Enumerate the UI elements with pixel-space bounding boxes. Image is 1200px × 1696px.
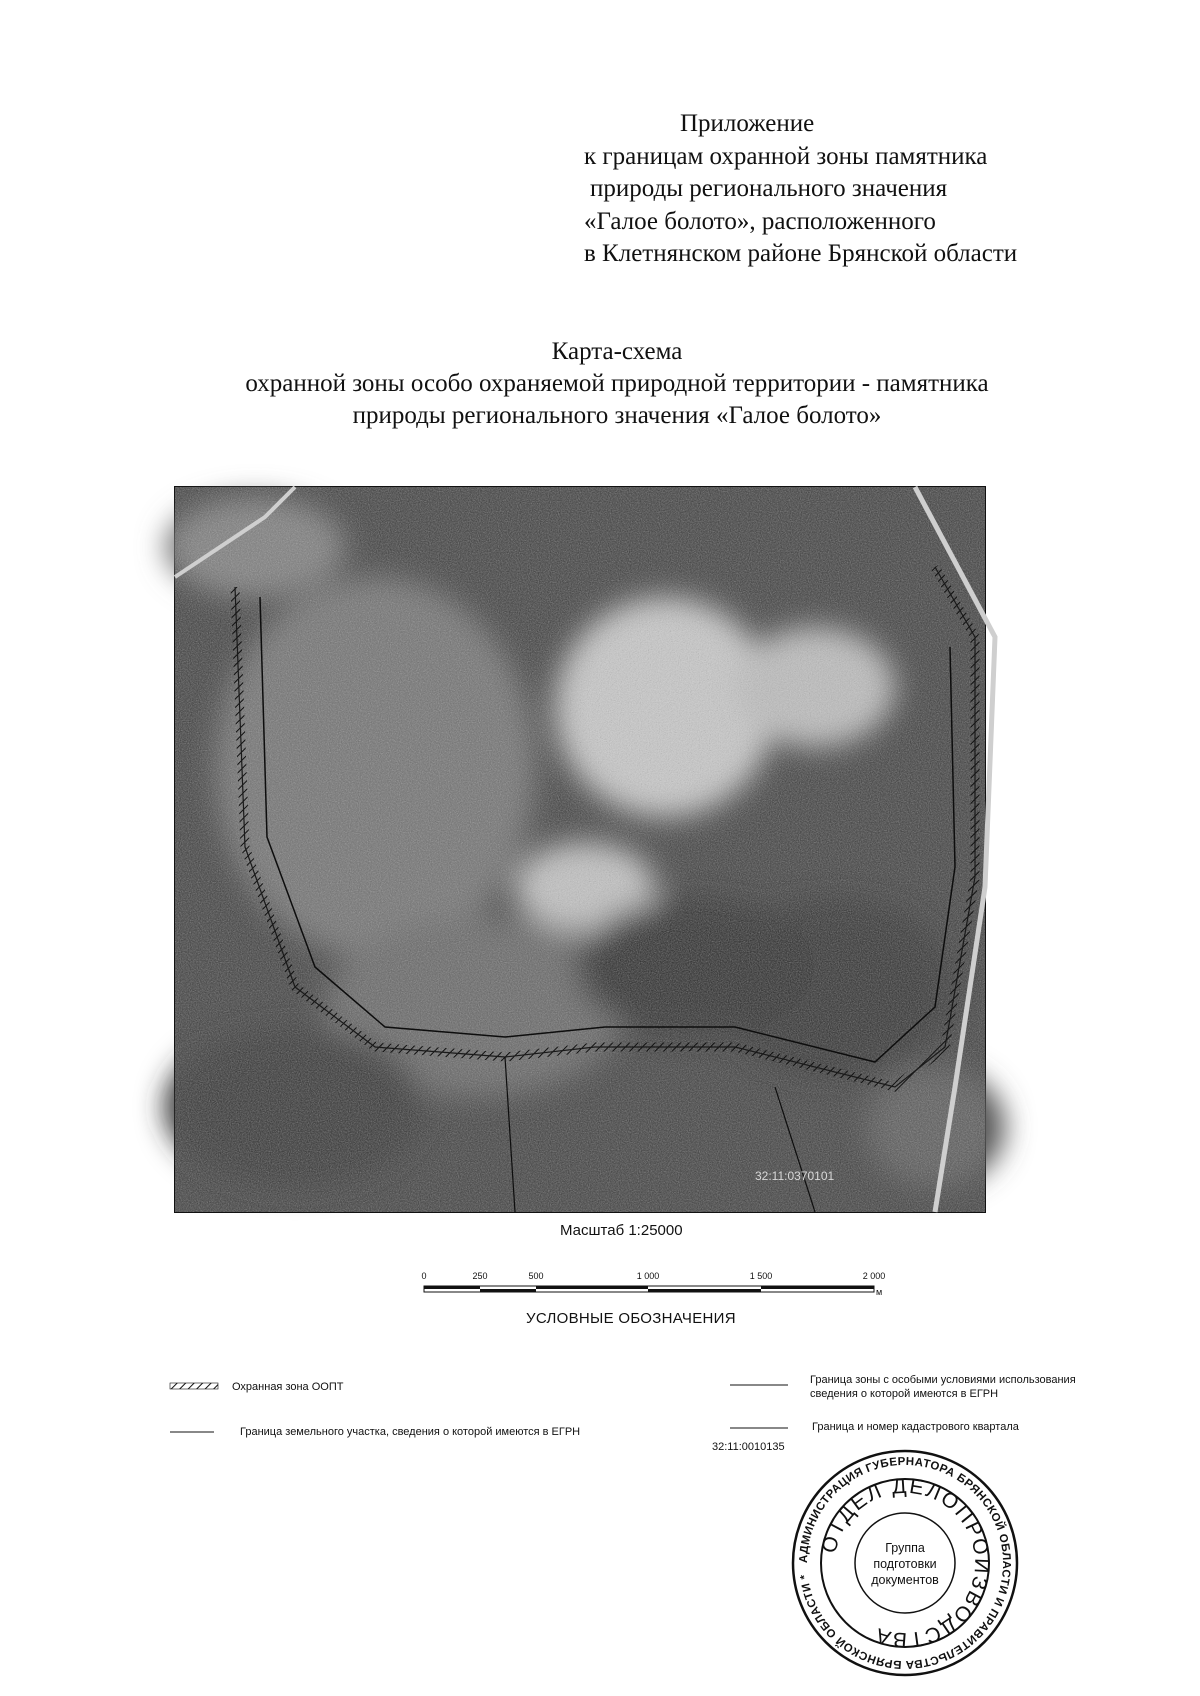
svg-text:Группа: Группа [885, 1541, 925, 1555]
legend-item-cadastral-quarter: Граница и номер кадастрового квартала [812, 1421, 1019, 1433]
scale-bar [410, 1266, 886, 1306]
appendix-header [584, 108, 1144, 271]
legend-item-protection-zone: Охранная зона ООПТ [232, 1381, 344, 1393]
svg-text:документов: документов [871, 1573, 939, 1587]
scale-caption: Масштаб 1:25000 [560, 1222, 683, 1239]
map-scheme [174, 486, 986, 1213]
scale-unit: м [876, 1287, 883, 1297]
title-line: природы регионального значения «Галое болото» [352, 402, 882, 429]
legend-item-special-zone: Граница зоны с особыми условиями использования сведения о которой имеются в ЕГРН [810, 1374, 1076, 1400]
svg-text:подготовки: подготовки [873, 1557, 937, 1571]
legend-title: УСЛОВНЫЕ ОБОЗНАЧЕНИЯ [526, 1310, 736, 1327]
cadastral-quarter-sample-number: 32:11:0010135 [712, 1441, 785, 1453]
svg-text:ОТДЕЛ ДЕЛОПРОИЗВОДСТВА: ОТДЕЛ ДЕЛОПРОИЗВОДСТВА [817, 1474, 994, 1652]
appendix-line: «Галое болото», расположенного [584, 207, 936, 235]
title-line: охранной зоны особо охраняемой природной территории - памятника [245, 370, 989, 397]
appendix-line: природы регионального значения [590, 175, 948, 202]
title-line: Карта-схема [551, 338, 683, 365]
document-title [160, 336, 1074, 432]
official-stamp [790, 1448, 1020, 1678]
legend-item-land-parcel: Граница земельного участка, сведения о которой имеются в ЕГРН [240, 1426, 581, 1438]
appendix-line: Приложение [680, 110, 815, 137]
land-parcel-symbol [170, 1430, 214, 1434]
cadastral-quarter-symbol [730, 1426, 788, 1430]
scale-tick-label: 1 000 [636, 1271, 660, 1281]
scale-tick-label: 0 [421, 1271, 427, 1281]
appendix-line: в Клетнянском районе Брянской области [584, 240, 1018, 267]
cadastral-number-label: 32:11:0370101 [755, 1169, 835, 1183]
scale-tick-label: 250 [472, 1271, 488, 1281]
scale-tick-label: 2 000 [862, 1271, 886, 1281]
satellite-image [175, 487, 985, 1212]
appendix-line: к границам охранной зоны памятника [584, 142, 988, 170]
protection-zone-symbol [170, 1381, 218, 1391]
scale-tick-label: 500 [528, 1271, 544, 1281]
svg-text:АДМИНИСТРАЦИЯ ГУБЕРНАТОРА БРЯН: АДМИНИСТРАЦИЯ ГУБЕРНАТОРА БРЯНСКОЙ ОБЛАСТИ И ПРАВИТЕЛЬСТВА БРЯНСКОЙ ОБЛАСТИ * [797, 1455, 1013, 1671]
scale-tick-label: 1 500 [749, 1271, 773, 1281]
special-zone-symbol [730, 1383, 788, 1387]
